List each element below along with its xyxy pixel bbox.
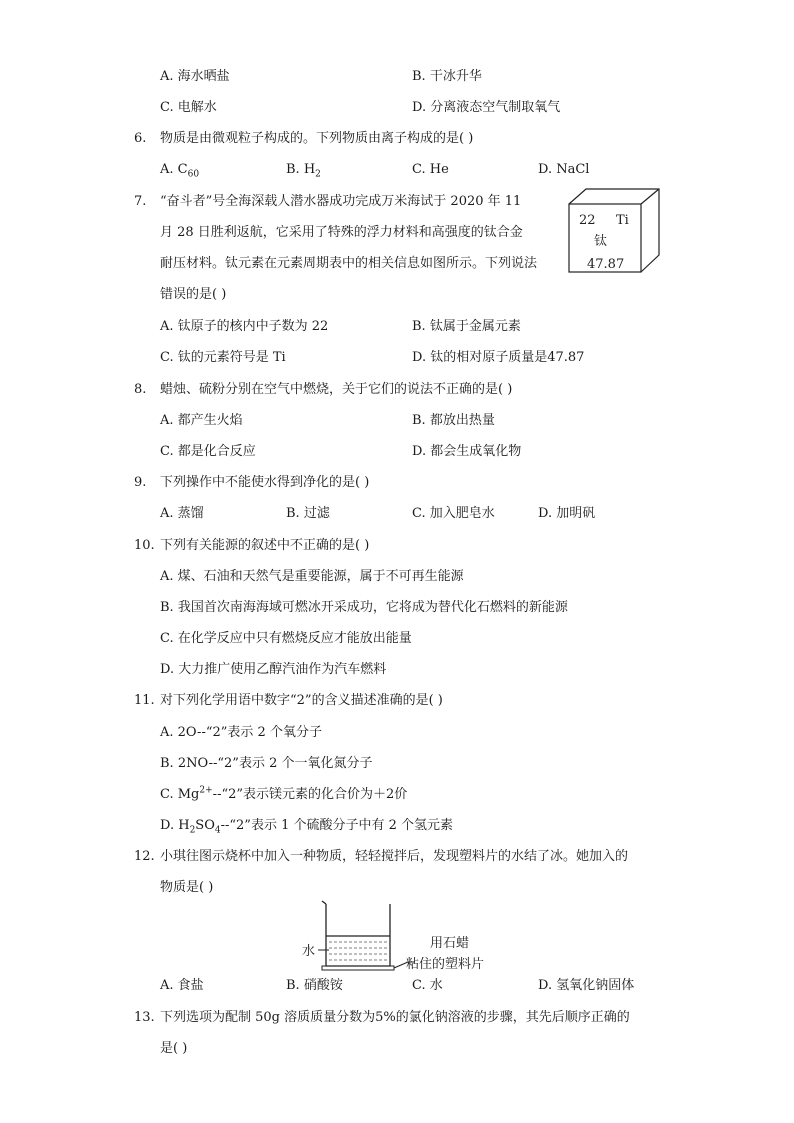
q6-option-b: B. $H_2$ [286,162,321,180]
q11-stem: 对下列化学用语中数字“2”的含义描述准确的是( ) [160,693,443,708]
q12-number: 12. [134,849,155,864]
q12-option-a: A. 食盐 [160,978,204,993]
q11-option-d: D. $H_2SO_4--“2$”表示 1 个硫酸分子中有 2 个氢元素 [160,818,454,836]
q7-option-b: B. 钛属于金属元素 [412,319,521,334]
q5-option-b: B. 干冰升华 [412,69,482,84]
water-label: 水 [302,944,316,959]
q8-option-b: B. 都放出热量 [412,413,495,428]
q10-option-d: D. 大力推广使用乙醇汽油作为汽车燃料 [160,662,387,677]
q7-option-d: D. 钛的相对原子质量是47.87 [412,350,585,365]
q5-option-a: A. 海水晒盐 [160,69,230,84]
q13-number: 13. [134,1010,155,1025]
q12-option-d: D. 氢氧化钠固体 [538,978,635,993]
q10-stem: 下列有关能源的叙述中不正确的是( ) [160,538,370,553]
q7-stem-line4: 错误的是( ) [160,287,227,302]
q9-option-d: D. 加明矾 [538,506,596,521]
q10-option-b: B. 我国首次南海海域可燃冰开采成功，它将成为替代化石燃料的新能源 [160,600,568,615]
q5-option-d: D. 分离液态空气制取氧气 [412,100,561,115]
q6-stem: 物质是由微观粒子构成的。下列物质由离子构成的是( ) [160,131,474,146]
ti-atomic-number: 22 [579,213,596,228]
q11-option-b: B. 2NO--“2”表示 2 个一氧化氮分子 [160,756,373,771]
q7-stem-line1: “奋斗者”号全海深载人潜水器成功完成万米海试于 2020 年 11 [160,194,522,209]
q7-stem-line3: 耐压材料。钛元素在元素周期表中的相关信息如图所示。下列说法 [160,256,538,271]
q6-option-a: A. $C_{60}$ [160,162,200,180]
q12-option-c: C. 水 [412,978,443,993]
q12-stem-line2: 物质是( ) [160,880,214,895]
q9-number: 9. [134,475,147,490]
wax-label-line1: 用石蜡 [430,936,470,951]
ti-symbol: Ti [616,213,629,228]
q13-stem-line2: 是( ) [160,1041,188,1056]
titanium-element-figure [568,188,660,274]
q8-option-c: C. 都是化合反应 [160,444,256,459]
q11-number: 11. [134,693,155,708]
q11-option-a: A. 2O--“2”表示 2 个氧分子 [160,725,322,740]
q12-option-b: B. 硝酸铵 [286,978,343,993]
q6-option-d: D. NaCl [538,162,590,177]
q13-stem-line1: 下列选项为配制 50g 溶质质量分数为5%的氯化钠溶液的步骤，其先后顺序正确的 [160,1010,630,1025]
q10-number: 10. [134,538,155,553]
q10-option-a: A. 煤、石油和天然气是重要能源，属于不可再生能源 [160,569,464,584]
q5-option-c: C. 电解水 [160,100,217,115]
q8-stem: 蜡烛、硫粉分别在空气中燃烧，关于它们的说法不正确的是( ) [160,382,513,397]
q12-stem-line1: 小琪往图示烧杯中加入一种物质，轻轻搅拌后，发现塑料片的水结了冰。她加入的 [160,849,629,864]
q7-option-a: A. 钛原子的核内中子数为 22 [160,319,329,334]
ti-name: 钛 [594,234,608,249]
wax-label-line2: 粘住的塑料片 [406,957,485,972]
q7-stem-line2: 月 28 日胜利返航，它采用了特殊的浮力材料和高强度的钛合金 [160,225,523,240]
q9-stem: 下列操作中不能使水得到净化的是( ) [160,475,370,490]
q9-option-a: A. 蒸馏 [160,506,204,521]
q8-option-d: D. 都会生成氧化物 [412,444,522,459]
q6-option-c: C. He [412,162,449,177]
q8-option-a: A. 都产生火焰 [160,413,243,428]
q9-option-b: B. 过滤 [286,506,330,521]
ti-atomic-mass: 47.87 [587,257,625,272]
beaker-figure [296,900,516,980]
q10-option-c: C. 在化学反应中只有燃烧反应才能放出能量 [160,631,412,646]
q6-number: 6. [134,131,147,146]
q7-option-c: C. 钛的元素符号是 Ti [160,350,286,365]
q7-number: 7. [134,194,147,209]
q8-number: 8. [134,382,147,397]
q11-option-c: C. $Mg^{2+}--“2$”表示镁元素的化合价为＋2价 [160,785,408,802]
q9-option-c: C. 加入肥皂水 [412,506,495,521]
